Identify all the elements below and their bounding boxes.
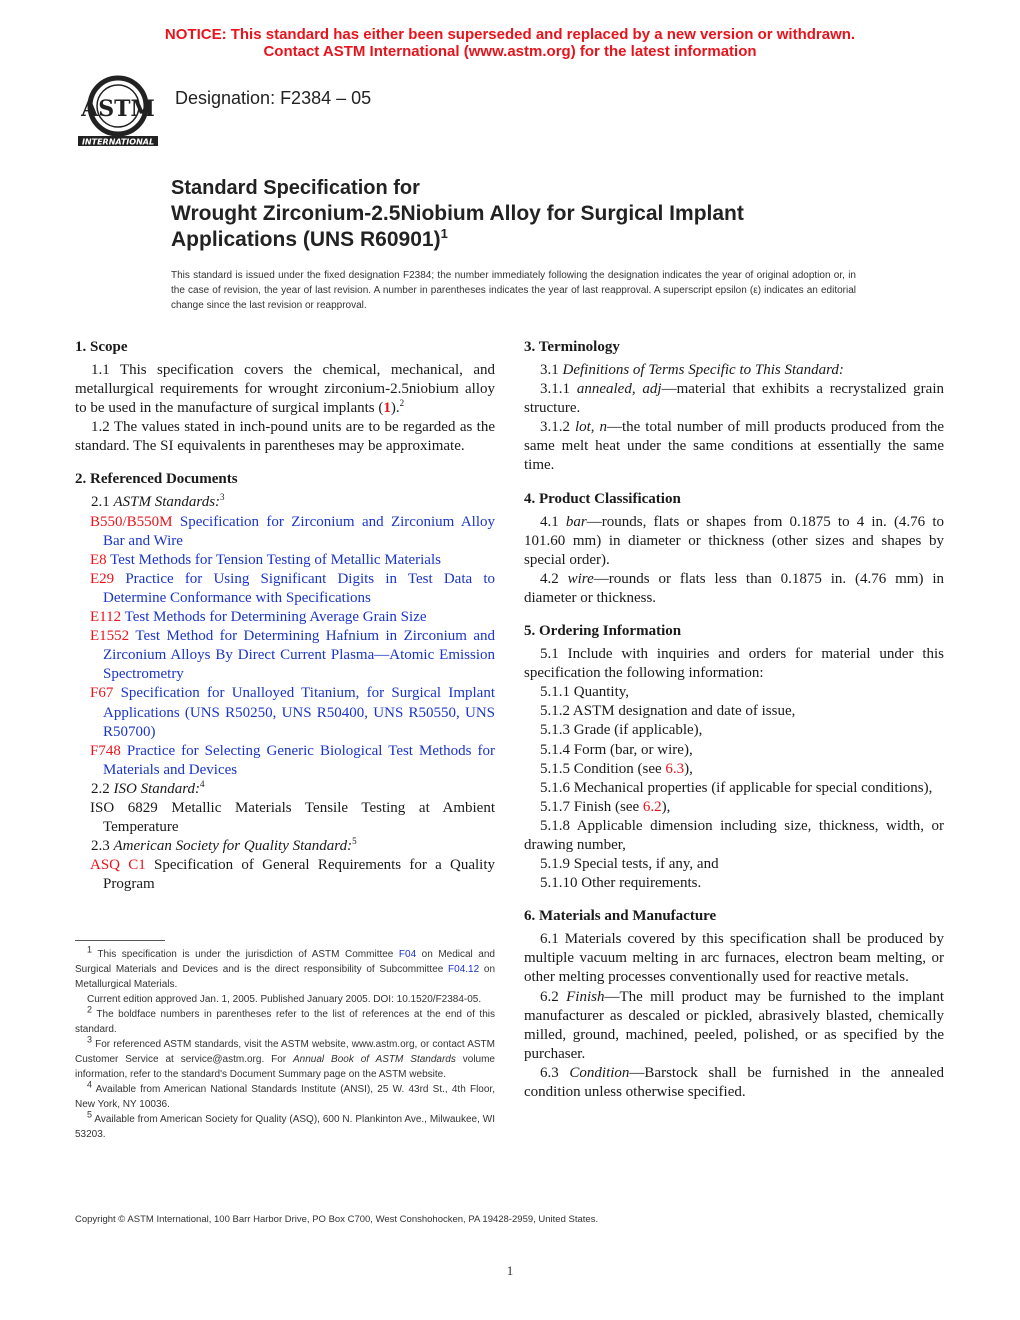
document-title: [171, 175, 891, 253]
section-2-heading: 2. Referenced Documents: [75, 471, 238, 488]
footnote-2-mark[interactable]: 2: [399, 398, 405, 409]
section-1-heading: 1. Scope: [75, 339, 128, 355]
para-6-3: 6.3 Condition—Barstock shall be furnished in the annealed condition unless otherwise specified.: [524, 1064, 944, 1100]
title-line-1: Standard Specification for: [171, 177, 420, 199]
logo-letters: ASTM: [81, 96, 155, 122]
ref-e29-code-link[interactable]: E29: [90, 570, 115, 587]
supersede-notice: [0, 26, 1020, 60]
title-line-2: Wrought Zirconium-2.5Niobium Alloy for Surgical Implant: [171, 202, 744, 225]
copyright-line: Copyright © ASTM International, 100 Barr Harbor Drive, PO Box C700, West Conshohocken, PA 19428-2959, United States.: [75, 1214, 599, 1225]
notice-line-2: Contact ASTM International (www.astm.org) for the latest information: [263, 43, 757, 60]
left-column: [75, 338, 495, 894]
footnote-3-mark[interactable]: 3: [220, 492, 225, 503]
ref-asq-c1-code-link[interactable]: ASQ C1: [90, 857, 146, 874]
para-5-1-4: 5.1.4 Form (bar, or wire),: [540, 741, 693, 758]
para-5-1-7: 5.1.7 Finish (see 6.2),: [540, 798, 671, 815]
para-5-1: 5.1 Include with inquiries and orders for material under this specification the following information:: [524, 646, 944, 682]
section-6-heading: 6. Materials and Manufacture: [524, 908, 717, 925]
logo-subtext: INTERNATIONAL: [81, 137, 155, 147]
subcommittee-f04-12-link[interactable]: F04.12: [448, 964, 480, 975]
footnote-3: $^3$ For referenced ASTM standards, visit the ASTM website, www.astm.org, or contact ASTM Customer Service at service@astm.org. For Annual Book of ASTM Standards volume information, refer to the standard's Document Summary page on the ASTM website.: [75, 1034, 495, 1080]
ref-e112: [75, 608, 495, 627]
section-5-heading: 5. Ordering Information: [524, 623, 682, 640]
ref-b550: [75, 513, 495, 551]
footnote-1-edition: Current edition approved Jan. 1, 2005. Published January 2005. DOI: 10.1520/F2384-05.: [87, 994, 482, 1005]
notice-line-1: NOTICE: This standard has either been superseded and replaced by a new version or withdrawn.: [164, 26, 856, 43]
ref-e112-title-link[interactable]: Test Methods for Determining Average Grain Size: [121, 609, 427, 626]
para-5-1-8: 5.1.8 Applicable dimension including size, thickness, width, or drawing number,: [524, 817, 944, 853]
footnote-4-mark[interactable]: 4: [200, 778, 205, 789]
para-2-3: 2.3 American Society for Quality Standard:$^5$: [91, 836, 357, 855]
ref-f67-title-link[interactable]: Specification for Unalloyed Titanium, for Surgical Implant Applications (UNS R50250, UNS R50400, UNS R50550, UNS R50700): [103, 685, 495, 740]
para-6-2: 6.2 Finish—The mill product may be furnished to the implant manufacturer as descaled or pickled, abrasively blasted, chemically milled, ground, machined, peeled, polished, or as specified by the purchaser.: [524, 988, 944, 1062]
ref-f748-code-link[interactable]: F748: [90, 742, 121, 759]
title-line-3: Applications (UNS R60901): [171, 228, 441, 251]
ref-f748-title-link[interactable]: Practice for Selecting Generic Biological Test Methods for Materials and Devices: [103, 742, 495, 778]
para-3-1-1: 3.1.1 annealed, adj—material that exhibits a recrystalized grain structure.: [524, 381, 945, 417]
para-2-1: 2.1 ASTM Standards:$^3$: [91, 492, 225, 511]
title-footnote-mark[interactable]: 1: [440, 226, 448, 241]
astm-logo: [74, 72, 162, 154]
committee-f04-link[interactable]: F04: [398, 949, 417, 960]
reference-1-link[interactable]: 1: [383, 400, 391, 417]
ref-e112-code-link[interactable]: E112: [90, 609, 122, 626]
para-3-1: 3.1 Definitions of Terms Specific to This Standard:: [540, 362, 844, 378]
ref-e1552: [75, 627, 495, 684]
ref-e8: [75, 551, 495, 570]
footnote-2: $^2$ The boldface numbers in parentheses refer to the list of references at the end of this standard.: [75, 1004, 495, 1035]
para-3-1-2: 3.1.2 lot, n—the total number of mill products produced from the same melt heat under the same conditions at essentially the same time.: [524, 419, 945, 474]
para-6-1: 6.1 Materials covered by this specification shall be produced by multiple vacuum melting in arc furnaces, electron beam melting, or other melting processes conventionally used for reactive metals.: [524, 931, 944, 986]
para-1-2: 1.2 The values stated in inch-pound units are to be regarded as the standard. The SI equivalents in parentheses may be approximate.: [75, 419, 495, 455]
para-1-1: 1.1 This specification covers the chemical, mechanical, and metallurgical requirements for wrought zirconium-2.5niobium alloy to be used in the manufacture of surgical implants (1).$^2$: [75, 362, 495, 417]
section-3-heading: 3. Terminology: [524, 339, 620, 355]
footnote-1: $^1$ This specification is under the jurisdiction of ASTM Committee F04 on Medical and Surgical Materials and Devices and is the direct responsibility of Subcommittee F04.12 on Metallurgical Materials.: [75, 944, 496, 990]
ref-b550-title-link[interactable]: Specification for Zirconium and Zirconium Alloy Bar and Wire: [103, 513, 495, 549]
page-number: 1: [506, 1263, 514, 1278]
ref-e29: [75, 570, 495, 608]
right-column: [524, 338, 944, 1102]
ref-e29-title-link[interactable]: Practice for Using Significant Digits in Test Data to Determine Conformance with Specifications: [103, 570, 495, 606]
section-6-2-link[interactable]: 6.2: [642, 798, 662, 815]
ref-e1552-code-link[interactable]: E1552: [90, 628, 130, 645]
para-4-2: 4.2 wire—rounds or flats less than 0.1875 in. (4.76 mm) in diameter or thickness.: [524, 570, 944, 606]
ref-iso-6829: ISO 6829 Metallic Materials Tensile Testing at Ambient Temperature: [90, 799, 495, 836]
para-4-1: 4.1 bar—rounds, flats or shapes from 0.1875 to 4 in. (4.76 to 101.60 mm) in diameter or thickness (other sizes and shapes by special order).: [524, 513, 944, 568]
section-6-3-link[interactable]: 6.3: [665, 760, 685, 777]
ref-e8-code-link[interactable]: E8: [90, 551, 107, 568]
footnote-divider: [75, 940, 165, 941]
section-4-heading: 4. Product Classification: [524, 490, 681, 507]
ref-f748: [75, 742, 495, 780]
footnote-5: $^5$ Available from American Society for Quality (ASQ), 600 N. Plankinton Ave., Milwaukee, WI 53203.: [75, 1109, 495, 1140]
para-2-2: 2.2 ISO Standard:$^4$: [91, 778, 205, 797]
ref-asq-c1: ASQ C1 Specification of General Requirements for a Quality Program: [90, 857, 496, 893]
para-5-1-1: 5.1.1 Quantity,: [540, 684, 630, 701]
para-5-1-5: 5.1.5 Condition (see 6.3),: [540, 760, 693, 777]
footnotes: [75, 944, 496, 1142]
para-5-1-6: 5.1.6 Mechanical properties (if applicable for special conditions),: [540, 779, 933, 796]
para-5-1-3: 5.1.3 Grade (if applicable),: [540, 722, 703, 739]
ref-e8-title-link[interactable]: Test Methods for Tension Testing of Metallic Materials: [106, 551, 441, 568]
ref-f67: [75, 684, 495, 741]
para-5-1-10: 5.1.10 Other requirements.: [540, 875, 702, 892]
designation: Designation: F2384 – 05: [175, 88, 372, 108]
ref-f67-code-link[interactable]: F67: [90, 685, 114, 702]
footnote-4: $^4$ Available from American National Standards Institute (ANSI), 25 W. 43rd St., 4th Floor, New York, NY 10036.: [75, 1079, 495, 1110]
intro-note: This standard is issued under the fixed designation F2384; the number immediately following the designation indicates the year of original adoption or, in the case of revision, the year of last revision. A number in parentheses indicates the year of last reapproval. A superscript epsilon (ε) indicates an editorial change since the last revision or reapproval.: [171, 270, 856, 311]
ref-b550-code-link[interactable]: B550/B550M: [90, 513, 173, 530]
footnote-5-mark[interactable]: 5: [352, 836, 357, 847]
para-5-1-2: 5.1.2 ASTM designation and date of issue,: [540, 703, 796, 720]
ref-e1552-title-link[interactable]: Test Method for Determining Hafnium in Zirconium and Zirconium Alloys By Direct Current Plasma—Atomic Emission Spectrometry: [103, 628, 495, 683]
para-5-1-9: 5.1.9 Special tests, if any, and: [540, 856, 719, 873]
